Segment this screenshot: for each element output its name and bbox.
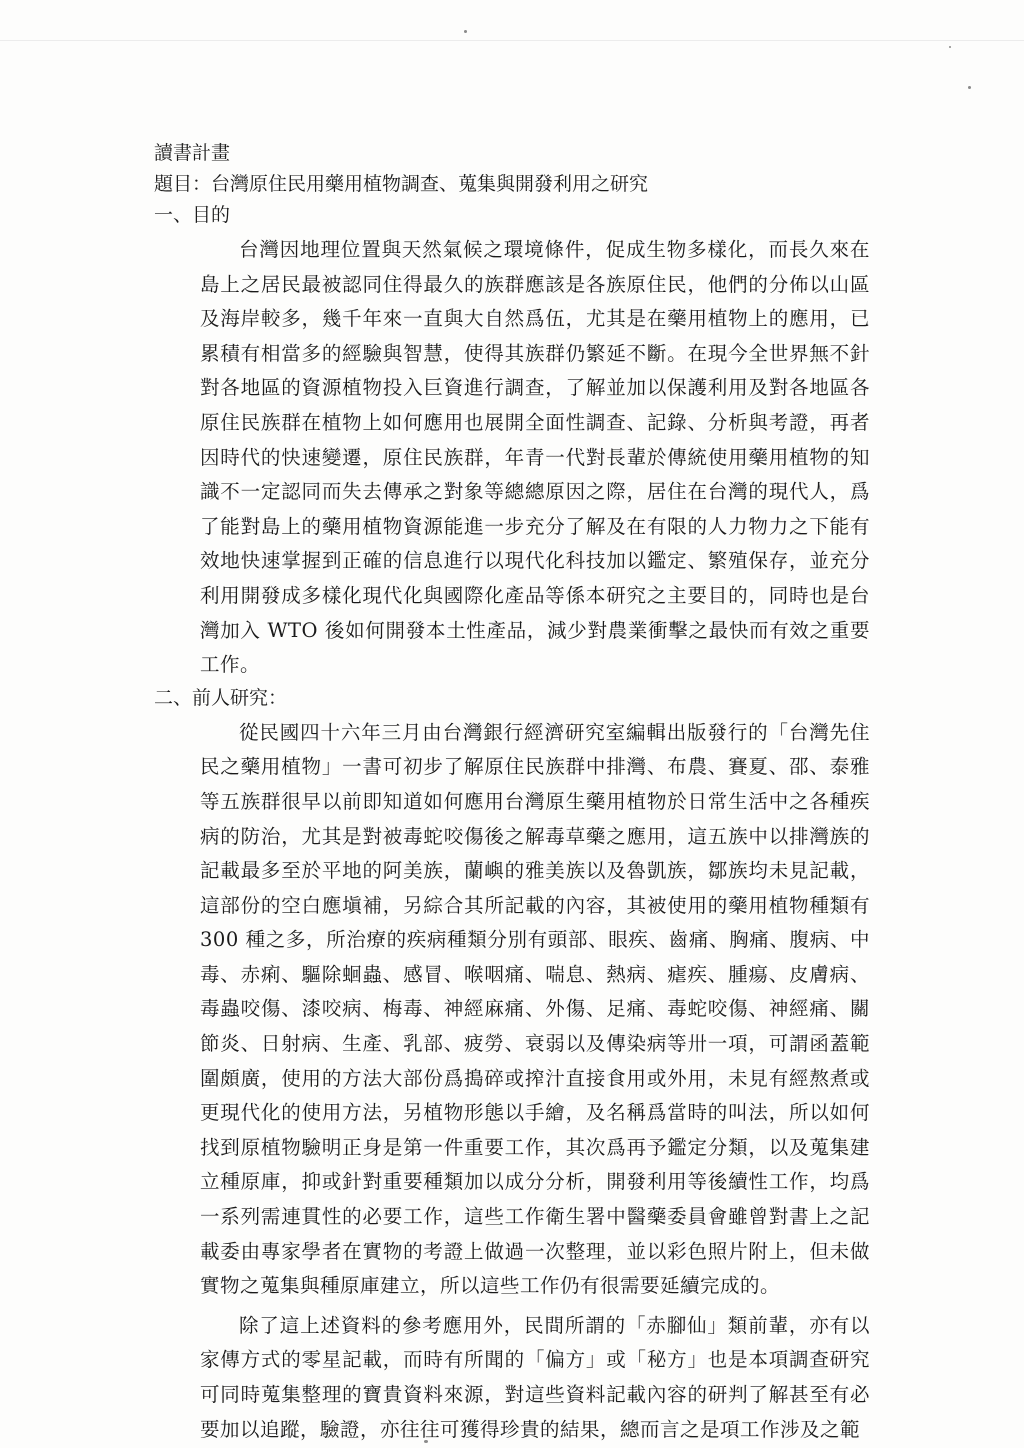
document-body xyxy=(154,138,870,1447)
page-fold-line xyxy=(0,40,1024,41)
scan-speck xyxy=(968,86,971,89)
section-heading-prior-research: 二、前人研究： xyxy=(154,686,288,709)
document-title: 題目：台灣原住民用藥用植物調查、蒐集與開發利用之研究 xyxy=(154,173,649,195)
scan-speck xyxy=(949,46,951,48)
document-header: 讀書計畫 xyxy=(154,142,231,164)
paragraph-prior-research-2: 除了這上述資料的參考應用外，民間所謂的「赤腳仙」類前輩，亦有以家傳方式的零星記載，而時有所聞的「偏方」或「秘方」也是本項調查研究可同時蒐集整理的寶貴資料來源，對這些資料記載內容的研判了解甚至有必要加以追蹤，驗證，亦往往可獲得珍貴的結果，總而言之是項工作涉及之範 xyxy=(200,1313,870,1441)
paragraph-purpose: 台灣因地理位置與天然氣候之環境條件，促成生物多樣化，而長久來在島上之居民最被認同住得最久的族群應該是各族原住民，他們的分佈以山區及海岸較多，幾千年來一直與大自然爲伍，尤其是在藥用植物上的應用，已累積有相當多的經驗與智慧，使得其族群仍繁延不斷。在現今全世界無不針對各地區的資源植物投入巨資進行調查，了解並加以保護利用及對各地區各原住民族群在植物上如何應用也展開全面性調查、記錄、分析與考證，再者因時代的快速變遷，原住民族群，年青一代對長輩於傳統使用藥用植物的知識不一定認同而失去傳承之對象等總總原因之際，居住在台灣的現代人，爲了能對島上的藥用植物資源能進一步充分了解及在有限的人力物力之下能有效地快速掌握到正確的信息進行以現代化科技加以鑑定、繁殖保存，並充分利用開發成多樣化現代化與國際化產品等係本研究之主要目的，同時也是台灣加入 WTO 後如何開發本土性產品，減少對農業衝擊之最快而有效之重要工作。 xyxy=(200,238,870,677)
paragraph-prior-research-1: 從民國四十六年三月由台灣銀行經濟研究室編輯出版發行的「台灣先住民之藥用植物」一書可初步了解原住民族群中排灣、布農、賽夏、邵、泰雅等五族群很早以前即知道如何應用台灣原生藥用植物於日常生活中之各種疾病的防治，尤其是對被毒蛇咬傷後之解毒草藥之應用，這五族中以排灣族的記載最多至於平地的阿美族，蘭嶼的雅美族以及魯凱族，鄒族均未見記載，這部份的空白應塡補，另綜合其所記載的內容，其被使用的藥用植物種類有 300 種之多，所治療的疾病種類分別有頭部、眼疾、齒痛、胸痛、腹病、中毒、赤痢、驅除蛔蟲、感冒、喉咽痛、喘息、熱病、瘧疾、腫瘍、皮膚病、毒蟲咬傷、漆咬病、梅毒、神經麻痛、外傷、足痛、毒蛇咬傷、神經痛、關節炎、日射病、生產、乳部、疲勞、衰弱以及傳染病等卅一項，可謂函蓋範圍頗廣，使用的方法大部份爲搗碎或搾汁直接食用或外用，未見有經熬煮或更現代化的使用方法，另植物形態以手繪，及名稱爲當時的叫法，所以如何找到原植物驗明正身是第一件重要工作，其次爲再予鑑定分類，以及蒐集建立種原庫，抑或針對重要種類加以成分分析，開發利用等後續性工作，均爲一系列需連貫性的必要工作，這些工作衛生署中醫藥委員會雖曾對書上之記載委由專家學者在實物的考證上做過一次整理，並以彩色照片附上，但未做實物之蒐集與種原庫建立，所以這些工作仍有很需要延續完成的。 xyxy=(200,720,870,1298)
section-heading-purpose: 一、目的 xyxy=(154,204,231,226)
scan-speck xyxy=(464,30,467,33)
